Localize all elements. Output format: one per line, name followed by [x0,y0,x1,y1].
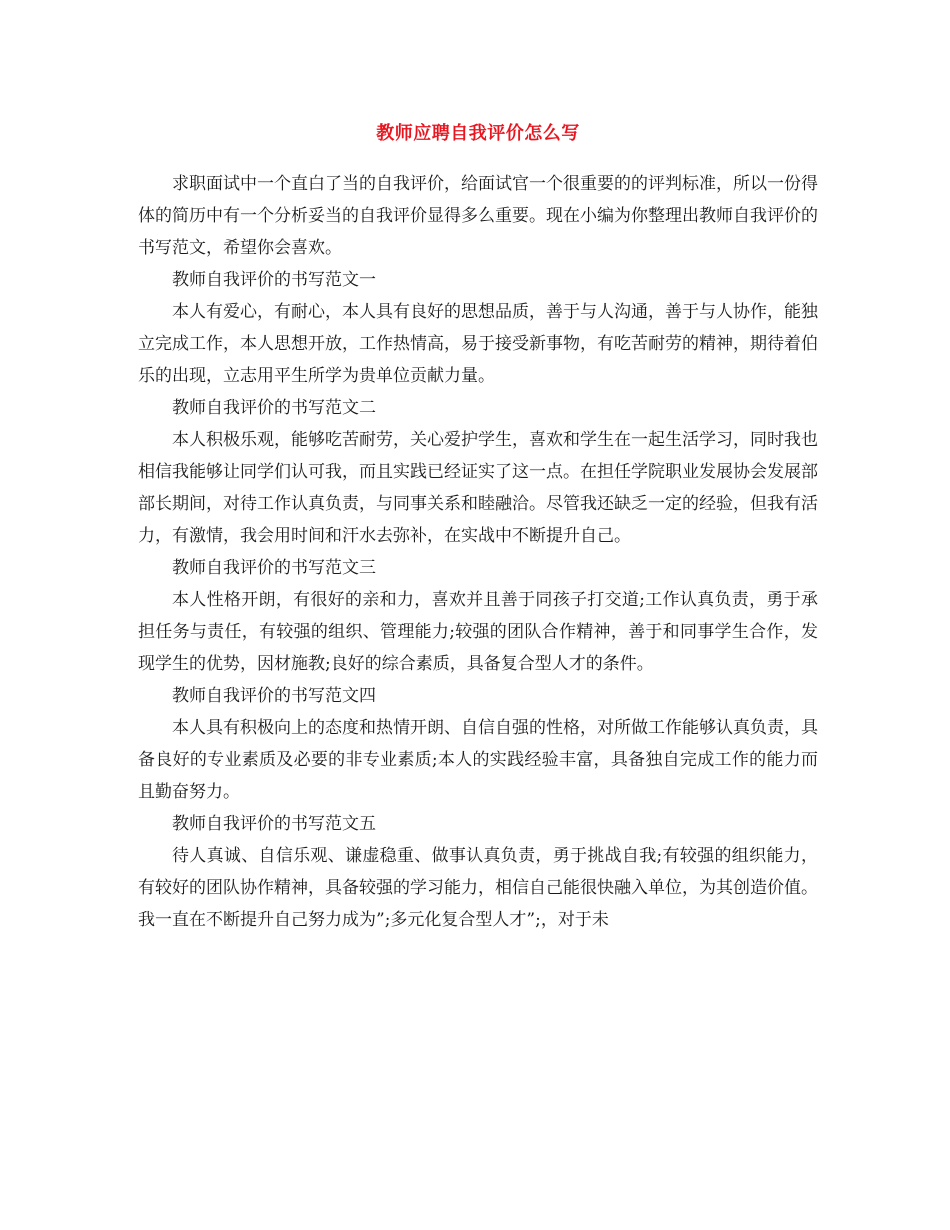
section-heading-4: 教师自我评价的书写范文四 [172,686,376,706]
section-body-5: 待人真诚、自信乐观、谦虚稳重、做事认真负责，勇于挑战自我;有较强的组织能力，有较好的团队协作精神，具备较强的学习能力，相信自己能很快融入单位，为其创造价值。我一直在不断提升自己努力成为”;多元化复合型人才”;，对于未 [138,846,818,930]
intro-paragraph: 求职面试中一个直白了当的自我评价，给面试官一个很重要的的评判标准，所以一份得体的简历中有一个分析妥当的自我评价显得多么重要。现在小编为你整理出教师自我评价的书写范文，希望你会喜欢。 [138,174,818,258]
section-heading-3: 教师自我评价的书写范文三 [172,558,376,578]
section-body-4: 本人具有积极向上的态度和热情开朗、自信自强的性格，对所做工作能够认真负责，具备良好的专业素质及必要的非专业素质;本人的实践经验丰富，具备独自完成工作的能力而且勤奋努力。 [138,718,818,802]
section-body-1: 本人有爱心，有耐心，本人具有良好的思想品质，善于与人沟通，善于与人协作，能独立完成工作，本人思想开放，工作热情高，易于接受新事物，有吃苦耐劳的精神，期待着伯乐的出现，立志用平生所学为贵单位贡献力量。 [138,302,818,386]
section-heading-2: 教师自我评价的书写范文二 [172,398,376,418]
section-body-3: 本人性格开朗，有很好的亲和力，喜欢并且善于同孩子打交道;工作认真负责，勇于承担任务与责任，有较强的组织、管理能力;较强的团队合作精神，善于和同事学生合作，发现学生的优势，因材施教;良好的综合素质，具备复合型人才的条件。 [138,590,818,674]
section-heading-5: 教师自我评价的书写范文五 [172,814,376,834]
document-page [138,120,818,936]
document-title: 教师应聘自我评价怎么写 [376,123,580,144]
section-body-2: 本人积极乐观，能够吃苦耐劳，关心爱护学生，喜欢和学生在一起生活学习，同时我也相信我能够让同学们认可我，而且实践已经证实了这一点。在担任学院职业发展协会发展部部长期间，对待工作认真负责，与同事关系和睦融洽。尽管我还缺乏一定的经验，但我有活力，有激情，我会用时间和汗水去弥补，在实战中不断提升自己。 [138,430,818,546]
section-heading-1: 教师自我评价的书写范文一 [172,270,376,290]
